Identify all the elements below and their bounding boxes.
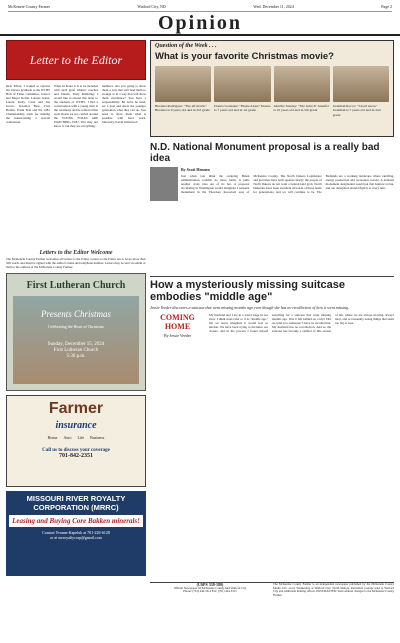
answer-photo bbox=[333, 66, 389, 102]
page-number: Page 2 bbox=[381, 4, 392, 9]
paper-location: Watford City, ND bbox=[137, 4, 166, 9]
church-date bbox=[7, 342, 145, 360]
farmer-ad-cta: Call us to discuss your coverage bbox=[42, 448, 110, 453]
church-ad bbox=[6, 273, 146, 391]
story-headline: How a mysteriously missing suitcase embodies "middle age" bbox=[150, 279, 346, 303]
story-column-tag: COMING HOME bbox=[160, 313, 195, 331]
letter-col-2: What an honor it is to be included with such great athletic coaches and friends. Truly humbling. I would like to extend this letter to the students of WCHS. I had a conversation with a young man at the ceremony and he reflected that each dream we set, carried around the YOUNG FOLKS ARE WATCHING YOU. You may not know it, but they see everything. bbox=[54, 84, 98, 128]
right-column bbox=[150, 40, 394, 637]
answer-photo bbox=[214, 66, 270, 102]
paper-date: Wed. December 11, 2024 bbox=[253, 4, 294, 9]
story-row bbox=[150, 313, 394, 483]
mrrc-email: or at mrroyaltycorp@gmail.com bbox=[50, 535, 102, 540]
question-text: What is your favorite Christmas movie? bbox=[155, 51, 334, 62]
answer-2 bbox=[214, 66, 270, 117]
letter-body bbox=[6, 84, 146, 249]
church-date-1: Sunday, December 15, 2024 bbox=[47, 342, 105, 347]
story-sidebar bbox=[150, 313, 205, 483]
letter-col-3: numbers. Are you going to show them a way that will lead them to strange or in a way that will show them excellence? You have a responsibility. Be bold, be kind, set a goal and show the younger generation what they can do. You need to show them what is possible with hard work. Sincerely, Kevin Gilbertson bbox=[102, 84, 146, 124]
answer-3 bbox=[274, 66, 330, 117]
answer-text: Jennifer Stanley: "The Grinch" Jennifer is 10 years old and in 5th grade bbox=[273, 104, 330, 113]
church-desc: Celebrating the Heart of Christmas bbox=[48, 324, 104, 329]
footer-usps: (USPS 338-180) bbox=[196, 582, 224, 587]
farmer-ad-products bbox=[7, 435, 145, 440]
top-line bbox=[8, 4, 392, 12]
farmer-insurance-ad bbox=[6, 395, 146, 487]
masthead-footer bbox=[150, 582, 394, 637]
nd-text: Just when you think the outgoing Biden administration couldn't do more harm, it pulls another crazy idea out of its hat. A proposal circulating in Washington would designate a national monument in the Theodore Roosevelt area of McKenzie County. The North Dakota Legislature and governor have both spoken clearly: the people of North Dakota do not want a federal land grab. North Dakotans have been excellent stewards of these lands for generations, and we will continue to be. The Badlands are a working landscape where ranching, energy production and recreation coexist. A national monument designation would put that balance at risk, and our delegation should fight it at every turn. bbox=[181, 174, 394, 194]
nd-byline: By Scott Hennen bbox=[181, 167, 210, 172]
suitcase-story bbox=[150, 276, 394, 483]
church-event bbox=[7, 309, 145, 319]
church-event-name: Christmas bbox=[73, 309, 111, 319]
farmer-ad-tagline: insurance bbox=[55, 420, 97, 431]
letters-guidelines bbox=[6, 251, 146, 269]
nd-headline: N.D. National Monument proposal is a really bad idea bbox=[150, 142, 380, 164]
story-deck: Jessie Veeder discovers a suitcase that went missing months ago even though she has no recollection of how it went missing. bbox=[150, 305, 350, 310]
nd-monument-article bbox=[150, 142, 394, 272]
question-of-week bbox=[150, 40, 394, 137]
church-date-2: First Lutheran Church bbox=[53, 348, 99, 353]
answer-photo bbox=[274, 66, 330, 102]
story-byline: By Jessie Veeder bbox=[163, 333, 192, 338]
answer-4 bbox=[333, 66, 389, 117]
mrrc-lease: Leasing and Buying Core Bakken minerals! bbox=[9, 515, 143, 527]
left-column bbox=[6, 40, 146, 637]
paper-name: McKenzie County Farmer bbox=[8, 4, 50, 9]
answer-1 bbox=[155, 66, 211, 117]
product-home: Home bbox=[47, 435, 58, 440]
letter-col-1: Dear Editor, I wanted to express my sincere gratitude to the WCHS Hall of Fame committee, Jessica and Mayor Robin, Lauren, Jenna, Laurie, Kelly, Carol and Jon Grove, Veronica Best, Fred Hollen, Frank Fish and the 1981 Championship team for making the homecoming a special celebration. bbox=[6, 84, 50, 124]
product-life: Life bbox=[77, 435, 85, 440]
letter-banner: Letter to the Editor bbox=[6, 40, 146, 80]
answer-photo bbox=[155, 66, 211, 102]
church-date-3: 5:30 p.m. bbox=[66, 354, 86, 359]
product-business: Business bbox=[90, 435, 105, 440]
farmer-ad-phone: 701-842-2351 bbox=[59, 453, 93, 459]
farmer-ad-name: Farmer bbox=[48, 400, 104, 417]
story-text: My husband and I are in a weird stage in our lives. I think most refer to it as "middle age," but we never imagined it would feel so unclear. We have been trying to declutter our closets, and in the process I found myself searching for a suitcase that went missing months ago. Was it left behind on a trip? Did we lend it to someone? I have no recollection. My husband has no recollection. And so the suitcase has become a symbol of this season of life, where we are always moving, always busy, and occasionally losing things that seem too big to lose. bbox=[209, 313, 394, 333]
footer-info: The McKenzie County Farmer is an independent newspaper published by the McKenzie County Media LLC every Wednesday at Watford City, North Dakota. Periodical postage paid at Watford City and additional mailing offices. POSTMASTER: Send address changes to the McKenzie County Farmer. bbox=[273, 582, 394, 597]
answer-text: Donna Gonzalez: "Home Alone" Donna is 7 years old and in 1st grade bbox=[214, 104, 271, 113]
church-presents: Presents bbox=[41, 309, 72, 319]
guidelines-text: The McKenzie County Farmer welcomes all Letters to the Editor. Letters to the Editor are to be no more than 500 words and must be signed with the author's name and telephone number. Letters may be sent via email or mail to the address of the McKenzie County Farmer. bbox=[6, 257, 146, 269]
question-label: Question of the Week . . . bbox=[155, 43, 217, 49]
answers-row bbox=[155, 66, 389, 117]
mrrc-contact: Contact Yvonne Kapeluk at 701-226-6128 bbox=[42, 530, 110, 535]
church-name: First Lutheran Church bbox=[26, 280, 126, 291]
answer-text: Breanna Rodriguez: "The elf movie" Breanna is 9 years old and in 3rd grade bbox=[155, 104, 210, 113]
author-photo bbox=[150, 167, 178, 201]
product-auto: Auto bbox=[63, 435, 72, 440]
footer-contact-line: Phone: (701) 444-3314 Fax: (701) 444-3315 bbox=[183, 589, 237, 594]
footer-address: Official Newspaper Of McKenzie County And Watford City bbox=[173, 585, 247, 590]
footer-contact bbox=[150, 583, 270, 637]
mrrc-name: MISSOURI RIVER ROYALTY CORPORATION (MRRC) bbox=[26, 494, 126, 512]
section-title: Opinion bbox=[0, 12, 400, 36]
answer-text: Jeremiah Rocco: "I don't know" Jeremiah is 7 years old and in 2nd grade bbox=[332, 104, 381, 117]
mrrc-ad bbox=[6, 491, 146, 576]
guidelines-title: Letters to the Editor Welcome bbox=[39, 250, 113, 256]
